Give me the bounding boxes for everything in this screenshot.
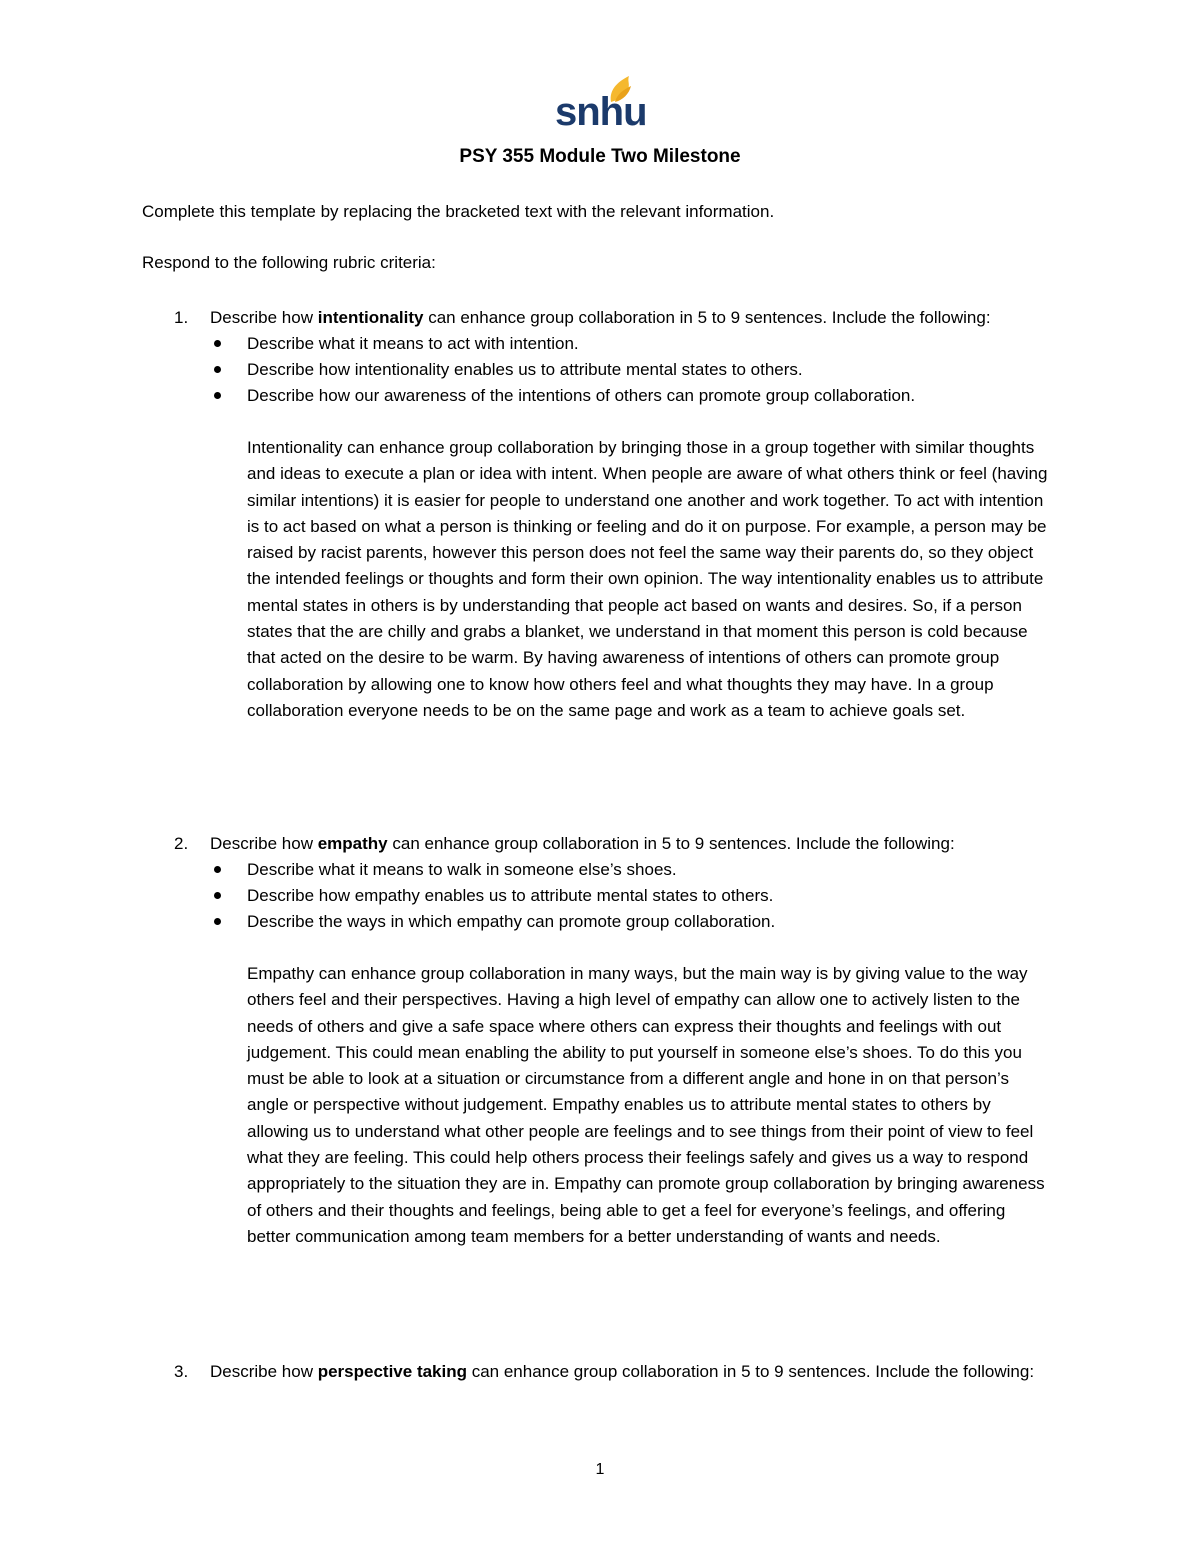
bullet-icon bbox=[214, 340, 221, 347]
question-1 bbox=[142, 305, 1052, 724]
question-number: 1. bbox=[174, 308, 189, 327]
snhu-logo bbox=[555, 72, 647, 134]
intro-criteria: Respond to the following rubric criteria: bbox=[142, 253, 436, 272]
question-number: 3. bbox=[174, 1362, 189, 1381]
bullet-icon bbox=[214, 892, 221, 899]
question-2 bbox=[142, 831, 1052, 1250]
question-prompt: Describe how intentionality can enhance group collaboration in 5 to 9 sentences. Include the following: bbox=[210, 308, 991, 327]
list-item: Describe the ways in which empathy can promote group collaboration. bbox=[210, 909, 1052, 935]
question-keyword: perspective taking bbox=[317, 1362, 467, 1381]
logo-text: snhu bbox=[555, 90, 647, 134]
list-item: Describe how intentionality enables us to attribute mental states to others. bbox=[210, 357, 1052, 383]
bullet-icon bbox=[214, 366, 221, 373]
page-number: 1 bbox=[595, 1461, 605, 1478]
document-title: PSY 355 Module Two Milestone bbox=[459, 146, 741, 167]
answer-paragraph: Intentionality can enhance group collaboration by bringing those in a group together with similar thoughts and ideas to execute a plan or idea with intent. When people are aware of what others think or feel (having similar intentions) it is easier for people to understand one another and work together. To act with intention is to act based on what a person is thinking or feeling and do it on purpose. For example, a person may be raised by racist parents, however this person does not feel the same way their parents do, so they object the intended feelings or thoughts and form their own opinion. The way intentionality enables us to attribute mental states in others is by understanding that people act based on wants and desires. So, if a person states that the are chilly and grabs a blanket, we understand in that moment this person is cold because that acted on the desire to be warm. By having awareness of intentions of others can promote group collaboration by allowing one to know how others feel and what thoughts they may have. In a group collaboration everyone needs to be on the same page and work as a team to achieve goals set. bbox=[247, 438, 1048, 720]
list-item: Describe what it means to act with intention. bbox=[210, 331, 1052, 357]
question-prompt: Describe how empathy can enhance group collaboration in 5 to 9 sentences. Include the following: bbox=[210, 834, 955, 853]
question-3 bbox=[142, 1359, 1052, 1385]
list-item: Describe what it means to walk in someone else’s shoes. bbox=[210, 857, 1052, 883]
question-keyword: empathy bbox=[317, 834, 388, 853]
bullet-list bbox=[210, 331, 1052, 409]
bullet-icon bbox=[214, 918, 221, 925]
list-item: Describe how empathy enables us to attribute mental states to others. bbox=[210, 883, 1052, 909]
question-keyword: intentionality bbox=[317, 308, 424, 327]
question-number: 2. bbox=[174, 834, 189, 853]
bullet-icon bbox=[214, 866, 221, 873]
question-prompt: Describe how perspective taking can enhance group collaboration in 5 to 9 sentences. Include the following: bbox=[210, 1362, 1035, 1381]
answer-paragraph: Empathy can enhance group collaboration in many ways, but the main way is by giving value to the way others feel and their perspectives. Having a high level of empathy can allow one to actively listen to the needs of others and give a safe space where others can express their thoughts and feelings with out judgement. This could mean enabling the ability to put yourself in someone else’s shoes. To do this you must be able to look at a situation or circumstance from a different angle and hone in on that person’s angle or perspective without judgement. Empathy enables us to attribute mental states to others by allowing us to understand what other people are feelings and to see things from their point of view to feel what they are feeling. This could help others process their feelings safely and gives us a way to respond appropriately to the situation they are in. Empathy can promote group collaboration by bringing awareness of others and their thoughts and feelings, being able to get a feel for everyone’s feelings, and offering better communication among team members for a better understanding of wants and needs. bbox=[247, 964, 1045, 1246]
bullet-list bbox=[210, 857, 1052, 935]
intro-instruction: Complete this template by replacing the bracketed text with the relevant information. bbox=[142, 202, 775, 221]
bullet-icon bbox=[214, 392, 221, 399]
list-item: Describe how our awareness of the intentions of others can promote group collaboration. bbox=[210, 383, 1052, 409]
